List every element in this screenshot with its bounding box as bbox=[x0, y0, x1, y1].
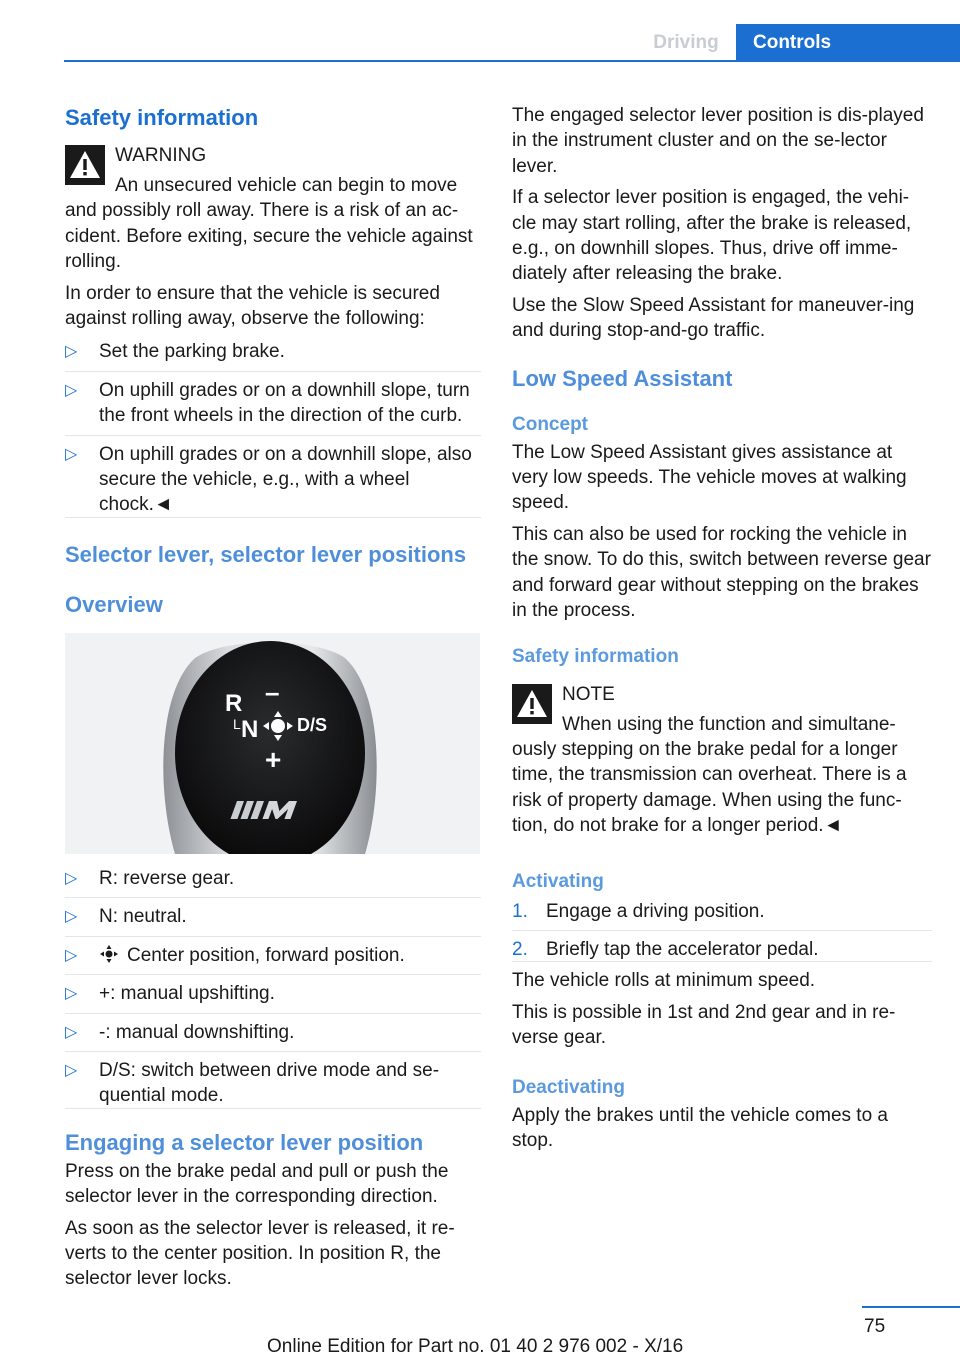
ensure-paragraph: In order to ensure that the vehicle is secured against rolling away, observe the following: bbox=[65, 282, 440, 330]
note-text: ously stepping on the brake pedal for a longer time, the transmission can overheat. There is a risk of property damage. When using the func-tion, do not brake for a longer period.◄ bbox=[512, 738, 907, 837]
footer-rule bbox=[862, 1306, 960, 1308]
list-item: ▷ On uphill grades or on a downhill slope, turn the front wheels in the direction of the curb. bbox=[65, 372, 481, 436]
list-item: ▷ -: manual downshifting. bbox=[65, 1014, 481, 1052]
lever-r-label: R bbox=[225, 689, 243, 717]
lever-plus-label: + bbox=[265, 743, 282, 775]
list-item: ▷ N: neutral. bbox=[65, 898, 481, 936]
triangle-bullet-icon: ▷ bbox=[65, 908, 78, 926]
list-item: ▷ R: reverse gear. bbox=[65, 866, 481, 898]
center-position-icon bbox=[99, 944, 119, 964]
warning-label: WARNING bbox=[115, 145, 207, 166]
list-item: ▷ Set the parking brake. bbox=[65, 339, 481, 371]
safety-list bbox=[65, 339, 481, 517]
list-item: 2. Briefly tap the accelerator pedal. bbox=[512, 931, 932, 962]
left-column bbox=[65, 100, 481, 1292]
lever-n-label: N bbox=[241, 715, 259, 743]
lever-ds-label: D/S bbox=[297, 714, 328, 735]
selector-lever-image bbox=[65, 633, 480, 854]
triangle-bullet-icon: ▷ bbox=[65, 381, 78, 399]
low-speed-assistant-heading: Low Speed Assistant bbox=[512, 365, 733, 391]
page-number: 75 bbox=[864, 1316, 886, 1337]
deactivating-paragraph: Apply the brakes until the vehicle comes to a stop. bbox=[512, 1104, 888, 1151]
concept-paragraph-1: The Low Speed Assistant gives assistance at very low speeds. The vehicle moves at walking speed. bbox=[512, 441, 907, 514]
deactivating-heading: Deactivating bbox=[512, 1076, 625, 1098]
selector-lever-illustration bbox=[65, 633, 480, 854]
overview-heading: Overview bbox=[65, 591, 163, 617]
activating-steps bbox=[512, 899, 932, 963]
safety-information-subheading: Safety information bbox=[512, 645, 679, 667]
activating-heading: Activating bbox=[512, 870, 604, 892]
triangle-bullet-icon: ▷ bbox=[65, 985, 78, 1003]
warning-block bbox=[65, 141, 481, 275]
concept-paragraph-2: This can also be used for rocking the vehicle in the snow. To do this, switch between reverse gear and forward gear without stepping on the brakes in the process. bbox=[512, 523, 931, 622]
lever-l-label: L bbox=[233, 715, 241, 732]
positions-list bbox=[65, 866, 481, 1109]
triangle-bullet-icon: ▷ bbox=[65, 1061, 78, 1079]
list-item: 1. Engage a driving position. bbox=[512, 899, 932, 931]
activating-paragraph-1: The vehicle rolls at minimum speed. bbox=[512, 970, 816, 992]
warning-triangle-icon bbox=[65, 145, 105, 185]
triangle-bullet-icon: ▷ bbox=[65, 869, 78, 887]
header-chapter-tab: Controls bbox=[736, 24, 960, 62]
header-rule bbox=[64, 60, 960, 62]
slow-speed-paragraph: Use the Slow Speed Assistant for maneuver-ing and during stop-and-go traffic. bbox=[512, 294, 915, 342]
lever-minus-label: – bbox=[265, 676, 280, 707]
triangle-bullet-icon: ▷ bbox=[65, 445, 78, 463]
selector-lever-heading: Selector lever, selector lever positions bbox=[65, 541, 467, 567]
list-item: ▷ +: manual upshifting. bbox=[65, 975, 481, 1013]
engaging-paragraph-2: As soon as the selector lever is released, it re-verts to the center position. In position R, the selector lever locks. bbox=[65, 1217, 455, 1290]
triangle-bullet-icon: ▷ bbox=[65, 1023, 78, 1041]
note-block bbox=[512, 680, 932, 839]
note-triangle-icon bbox=[512, 684, 552, 724]
list-item: ▷ Center position, forward position. bbox=[65, 937, 481, 975]
concept-heading: Concept bbox=[512, 413, 588, 435]
triangle-bullet-icon: ▷ bbox=[65, 946, 78, 964]
warning-text-first-line: An unsecured vehicle can begin to move bbox=[115, 175, 458, 196]
engaging-heading: Engaging a selector lever position bbox=[65, 1129, 424, 1155]
list-item: ▷ D/S: switch between drive mode and se-quential mode. bbox=[65, 1052, 481, 1109]
right-column bbox=[512, 100, 932, 1153]
warning-text: and possibly roll away. There is a risk of an ac-cident. Before exiting, secure the vehicle against rolling. bbox=[65, 200, 473, 273]
engaging-paragraph-1: Press on the brake pedal and pull or push the selector lever in the corresponding direction. bbox=[65, 1160, 449, 1208]
triangle-bullet-icon: ▷ bbox=[65, 343, 78, 361]
activating-paragraph-2: This is possible in 1st and 2nd gear and in re-verse gear. bbox=[512, 1001, 896, 1049]
engaged-position-paragraph: The engaged selector lever position is dis-played in the instrument cluster and on the se-lector lever. bbox=[512, 105, 924, 177]
list-item: ▷ On uphill grades or on a downhill slope, also secure the vehicle, e.g., with a wheel chock.◄ bbox=[65, 436, 481, 518]
safety-information-heading: Safety information bbox=[65, 105, 259, 130]
rolling-paragraph: If a selector lever position is engaged, the vehi-cle may start rolling, after the brake is released, e.g., on downhill slopes. Thus, drive off imme-diately after releasing the brake. bbox=[512, 187, 912, 285]
header-section-tab: Driving bbox=[636, 24, 736, 62]
note-text-first-line: When using the function and simultane- bbox=[562, 713, 896, 735]
edition-text: Online Edition for Part no. 01 40 2 976 002 - X/16 bbox=[267, 1336, 684, 1357]
note-label: NOTE bbox=[562, 683, 615, 705]
